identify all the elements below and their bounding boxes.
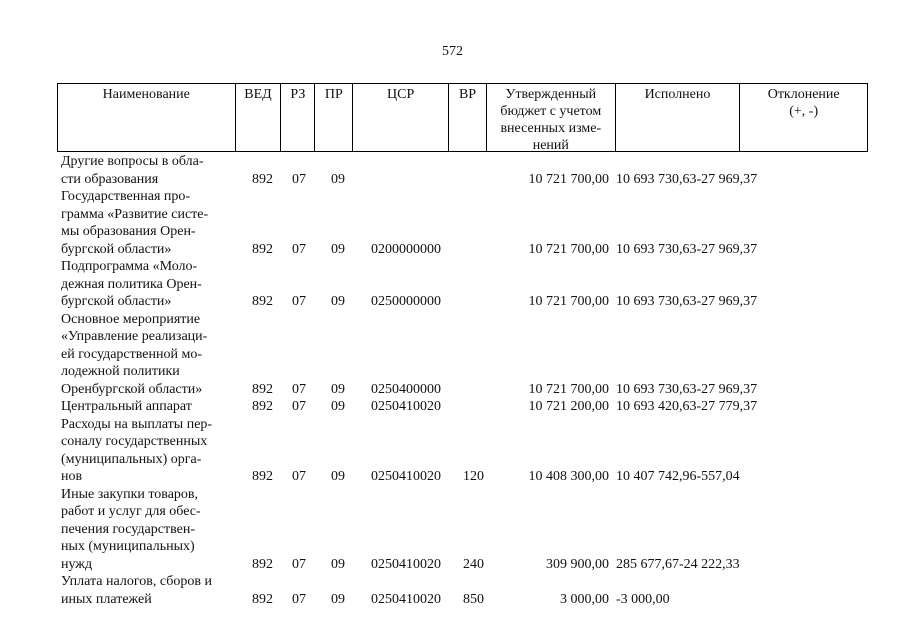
row-budget: 10 721 700,00: [528, 294, 609, 309]
row-budget: 10 721 700,00: [528, 241, 609, 257]
row-name-line: мы образования Орен-: [61, 224, 196, 239]
row-name-line: иных платежей: [61, 591, 152, 607]
row-rz: 07: [292, 591, 306, 607]
row-name-line: грамма «Развитие систе-: [61, 206, 209, 222]
row-csr: 0250400000: [371, 381, 441, 397]
row-pr: 09: [331, 381, 345, 397]
row-name-line: работ и услуг для обес-: [61, 504, 201, 519]
row-deviation: -27 969,37: [696, 294, 758, 309]
row-ved: 892: [252, 399, 273, 414]
row-rz: 07: [292, 294, 306, 309]
header-rz: РЗ: [281, 84, 315, 151]
row-ved: 892: [252, 294, 273, 309]
header-ved: ВЕД: [236, 84, 282, 151]
header-budget-line: нений: [532, 138, 569, 153]
header-budget-line: бюджет с учетом: [500, 104, 602, 119]
row-name-line: сти образования: [61, 171, 159, 187]
row-vr: 120: [463, 469, 484, 484]
row-rz: 07: [292, 556, 306, 572]
row-pr: 09: [331, 556, 345, 572]
page-number: 572: [442, 44, 463, 59]
header-budget-line: Утвержденный: [505, 87, 597, 102]
row-name: [57, 153, 235, 188]
row-executed: 10 693 420,63: [616, 399, 697, 414]
row-csr: 0250410020: [371, 591, 441, 607]
row-name-line: ей государственной мо-: [61, 346, 203, 362]
row-name-line: Уплата налогов, сборов и: [61, 574, 212, 589]
row-name-line: бургской области»: [61, 241, 172, 257]
table-row: [57, 258, 868, 311]
row-executed: 285 677,67: [616, 556, 679, 572]
row-budget: 3 000,00: [560, 591, 609, 607]
header-csr: ЦСР: [353, 84, 449, 151]
row-deviation: -557,04: [696, 469, 740, 484]
row-name-line: Подпрограмма «Моло-: [61, 259, 198, 274]
row-csr: 0250410020: [371, 556, 441, 572]
table-row: [57, 188, 868, 258]
row-budget: 10 721 200,00: [528, 399, 609, 414]
row-name-line: Расходы на выплаты пер-: [61, 416, 213, 432]
row-executed: 10 693 730,63: [616, 381, 697, 397]
row-rz: 07: [292, 171, 306, 187]
row-name-line: Оренбургской области»: [61, 381, 203, 397]
row-budget: 309 900,00: [546, 556, 609, 572]
row-name-line: бургской области»: [61, 294, 172, 309]
row-pr: 09: [331, 171, 345, 187]
table-row: [57, 416, 868, 486]
table-row: [57, 573, 868, 608]
row-name-line: Иные закупки товаров,: [61, 486, 199, 502]
row-deviation: -24 222,33: [679, 556, 740, 572]
row-csr: 0250410020: [371, 469, 441, 484]
row-vr: 240: [463, 556, 484, 572]
row-pr: 09: [331, 294, 345, 309]
row-budget: 10 721 700,00: [528, 381, 609, 397]
row-name: [57, 258, 235, 311]
row-name-line: лодежной политики: [61, 364, 180, 379]
header-executed: Исполнено: [616, 84, 741, 151]
header-name: Наименование: [58, 84, 236, 151]
row-deviation: -3 000,00: [616, 591, 670, 607]
row-vr: 850: [463, 591, 484, 607]
table-row: [57, 486, 868, 574]
row-name: [57, 188, 235, 258]
row-name-line: нов: [61, 469, 83, 484]
row-name-line: Основное мероприятие: [61, 311, 201, 327]
row-ved: 892: [252, 556, 273, 572]
row-ved: 892: [252, 469, 273, 484]
row-rz: 07: [292, 381, 306, 397]
row-pr: 09: [331, 591, 345, 607]
row-pr: 09: [331, 469, 345, 484]
row-deviation: -27 969,37: [696, 381, 758, 397]
table-header: [57, 83, 868, 152]
table-row: [57, 398, 868, 416]
row-name-line: соналу государственных: [61, 434, 208, 449]
header-budget: [487, 84, 616, 151]
row-name-line: Государственная про-: [61, 189, 191, 204]
row-csr: 0250000000: [371, 294, 441, 309]
row-name-line: Центральный аппарат: [61, 399, 192, 414]
row-rz: 07: [292, 241, 306, 257]
row-name-line: дежная политика Орен-: [61, 276, 202, 292]
row-budget: 10 408 300,00: [528, 469, 609, 484]
row-csr: 0250410020: [371, 399, 441, 414]
row-deviation: -27 969,37: [696, 171, 758, 187]
row-rz: 07: [292, 399, 306, 414]
header-deviation-line: Отклонение: [767, 87, 840, 102]
table-body: [57, 153, 868, 608]
row-name: [57, 486, 235, 574]
row-name-line: нужд: [61, 556, 93, 572]
row-executed: 10 693 730,63: [616, 294, 697, 309]
row-name-line: Другие вопросы в обла-: [61, 154, 204, 169]
row-pr: 09: [331, 399, 345, 414]
row-name: [57, 416, 235, 486]
row-name-line: (муниципальных) орга-: [61, 451, 202, 467]
row-deviation: -27 779,37: [696, 399, 758, 414]
row-ved: 892: [252, 171, 273, 187]
table-row: [57, 311, 868, 399]
header-budget-line: внесенных изме-: [500, 121, 602, 136]
row-name: [57, 398, 235, 416]
row-deviation: -27 969,37: [696, 241, 758, 257]
row-budget: 10 721 700,00: [528, 171, 609, 187]
row-rz: 07: [292, 469, 306, 484]
row-name-line: «Управление реализаци-: [61, 329, 208, 344]
row-pr: 09: [331, 241, 345, 257]
header-deviation: [740, 84, 867, 151]
row-ved: 892: [252, 381, 273, 397]
row-executed: 10 693 730,63: [616, 171, 697, 187]
row-name: [57, 573, 235, 608]
row-ved: 892: [252, 241, 273, 257]
row-executed: 10 693 730,63: [616, 241, 697, 257]
row-executed: 10 407 742,96: [616, 469, 697, 484]
row-name-line: печения государствен-: [61, 521, 195, 537]
row-csr: 0200000000: [371, 241, 441, 257]
table-row: [57, 153, 868, 188]
header-pr: ПР: [315, 84, 353, 151]
row-ved: 892: [252, 591, 273, 607]
row-name: [57, 311, 235, 399]
row-name-line: ных (муниципальных): [61, 539, 195, 554]
header-vr: ВР: [449, 84, 487, 151]
header-deviation-line: (+, -): [789, 104, 819, 119]
